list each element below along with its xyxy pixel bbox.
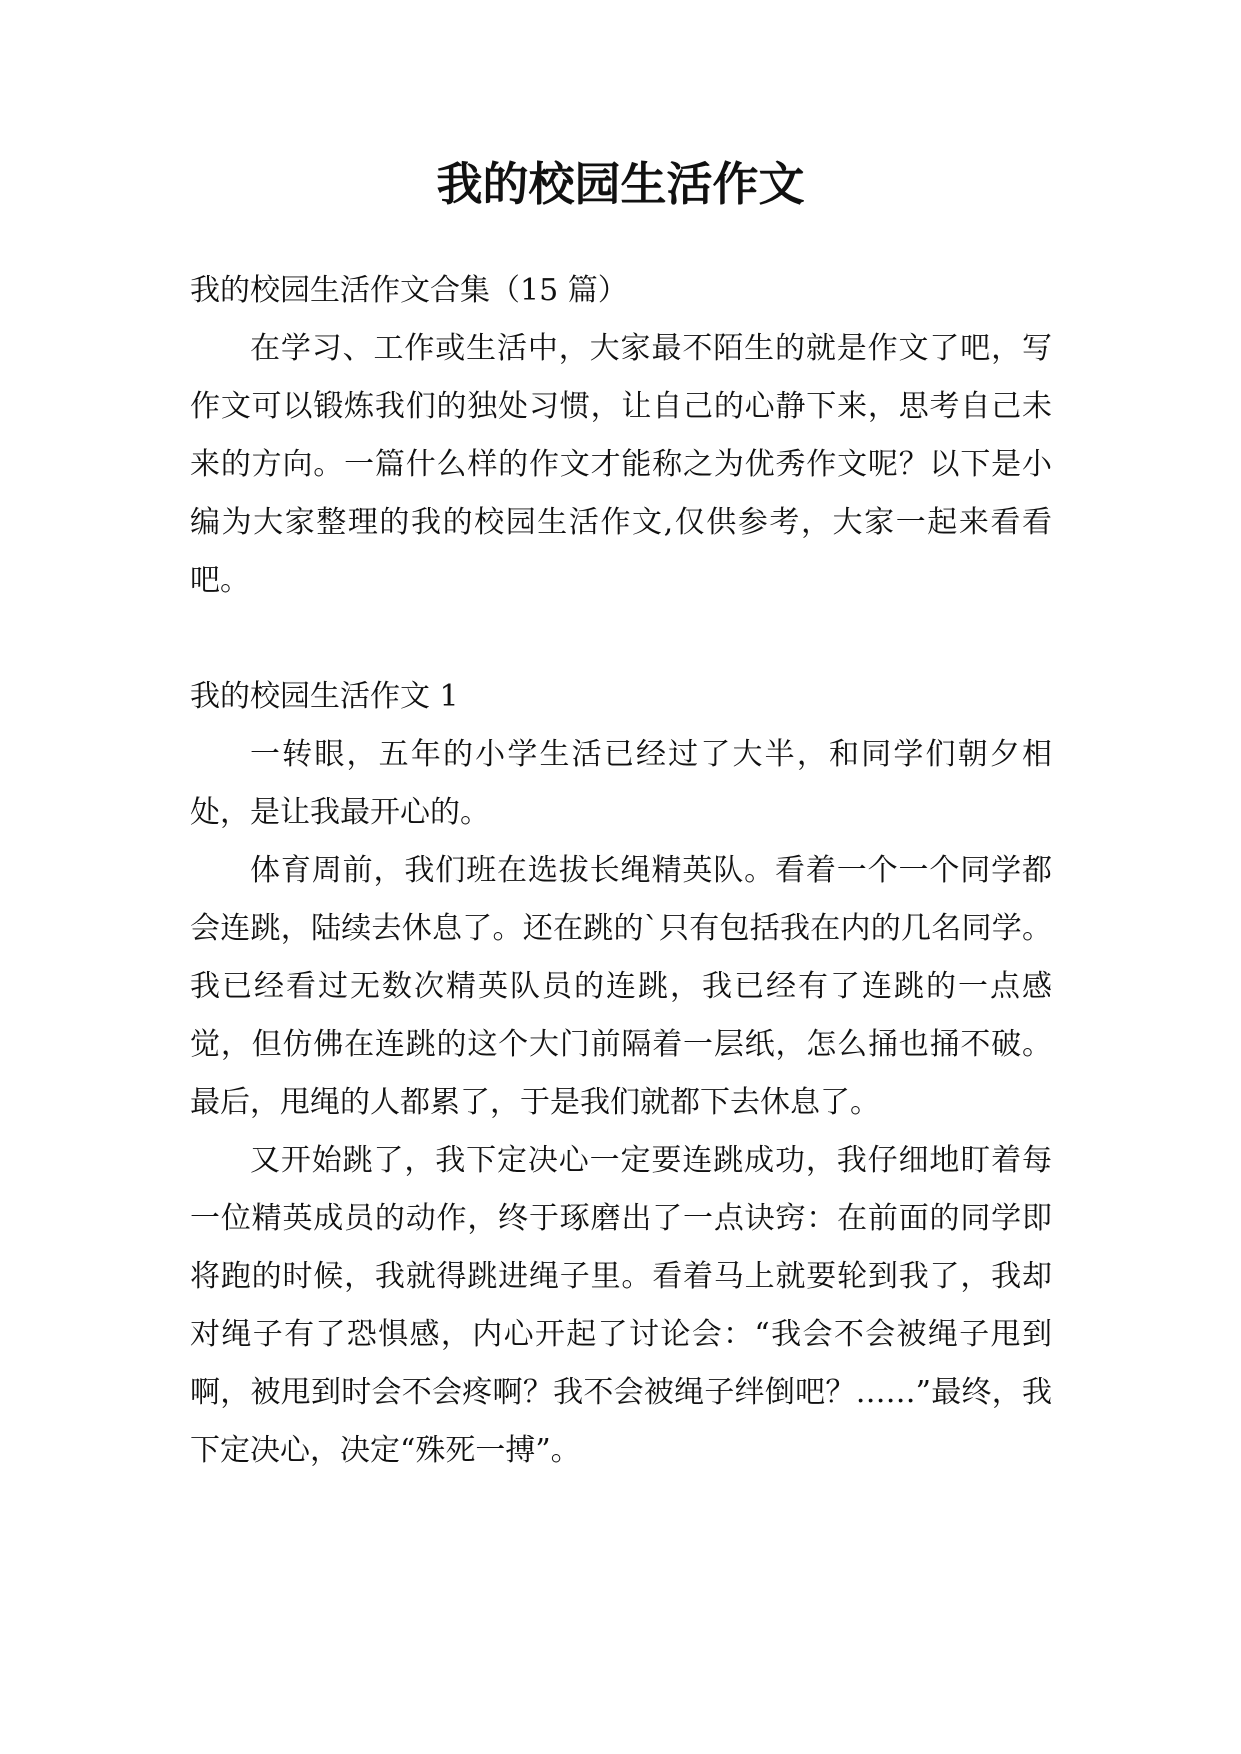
essay-paragraph: 体育周前，我们班在选拔长绳精英队。看着一个一个同学都会连跳，陆续去休息了。还在跳的`只有包括我在内的几名同学。我已经看过无数次精英队员的连跳，我已经有了连跳的一点感觉，但仿佛在连跳的这个大门前隔着一层纸，怎么捅也捅不破。最后，甩绳的人都累了，于是我们就都下去休息了。 — [190, 853, 1052, 1120]
essay-heading: 我的校园生活作文 1 — [190, 679, 459, 714]
document-title: 我的校园生活作文 — [436, 157, 805, 211]
section-spacer — [190, 610, 1052, 668]
document-body — [190, 262, 1052, 1480]
essay-paragraph: 又开始跳了，我下定决心一定要连跳成功，我仔细地盯着每一位精英成员的动作，终于琢磨出了一点诀窍：在前面的同学即将跑的时候，我就得跳进绳子里。看着马上就要轮到我了，我却对绳子有了恐惧感，内心开起了讨论会：“我会不会被绳子甩到啊，被甩到时会不会疼啊？我不会被绳子绊倒吧？……”最终，我下定决心，决定“殊死一搏”。 — [190, 1143, 1052, 1468]
essay-paragraph: 一转眼，五年的小学生活已经过了大半，和同学们朝夕相处，是让我最开心的。 — [190, 737, 1052, 830]
collection-heading: 我的校园生活作文合集（15 篇） — [190, 273, 628, 308]
intro-paragraph: 在学习、工作或生活中，大家最不陌生的就是作文了吧，写作文可以锻炼我们的独处习惯，让自己的心静下来，思考自己未来的方向。一篇什么样的作文才能称之为优秀作文呢？以下是小编为大家整理的我的校园生活作文,仅供参考，大家一起来看看吧。 — [190, 331, 1052, 598]
